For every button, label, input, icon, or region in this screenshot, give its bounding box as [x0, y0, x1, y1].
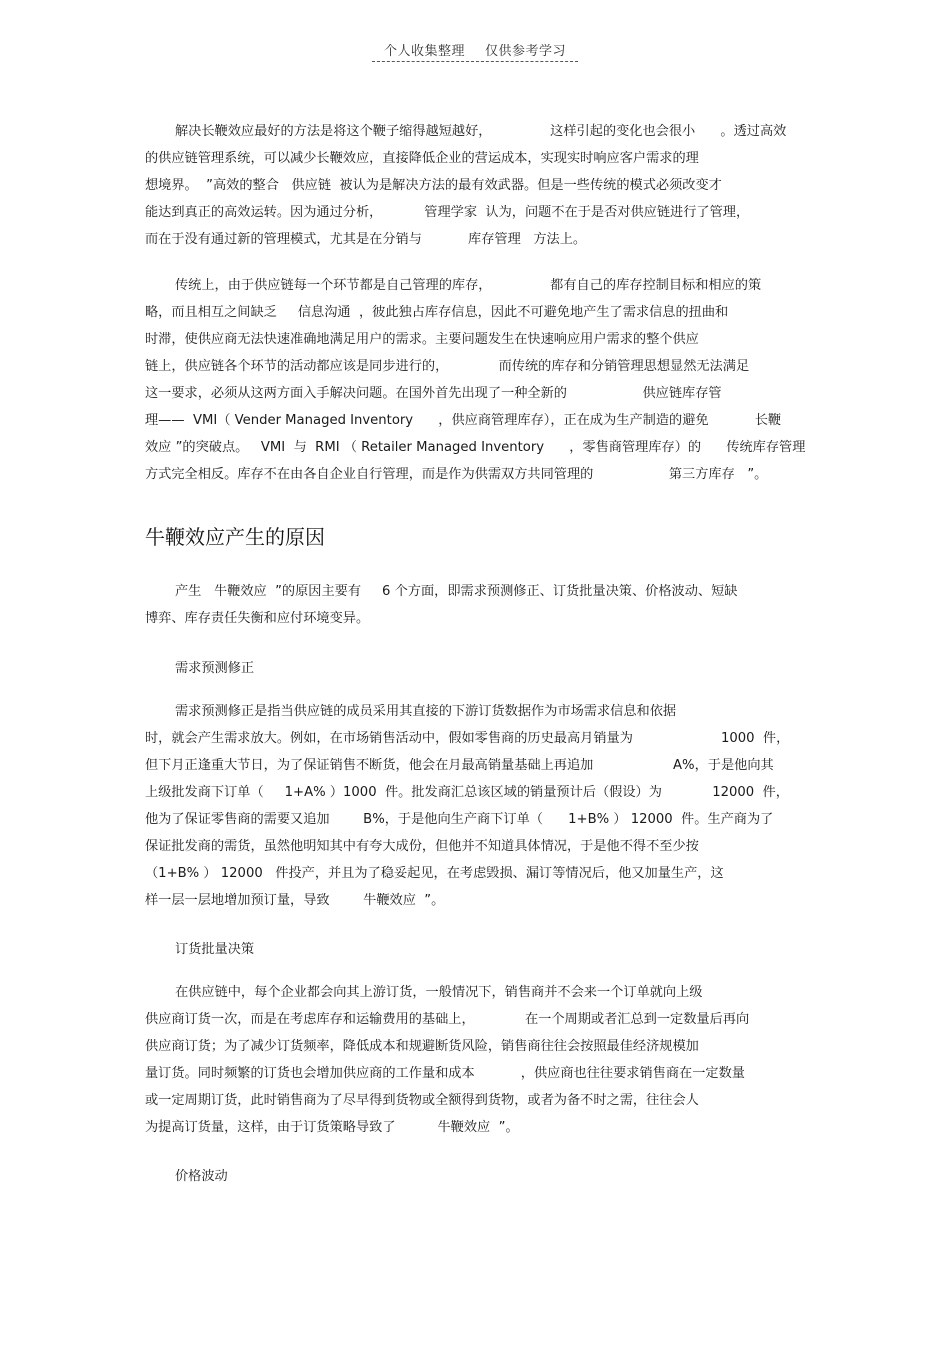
- paragraph-line: 解决长鞭效应最好的方法是将这个鞭子缩得越短越好， 这样引起的变化也会很小 。透过高效: [175, 124, 787, 139]
- paragraph-line: 样一层一层地增加预订量，导致 牛鞭效应 ”。: [145, 893, 445, 908]
- paragraph-line: 时，就会产生需求放大。例如，在市场销售活动中，假如零售商的历史最高月销量为 1000 件，: [145, 731, 790, 746]
- paragraph-line: 供应商订货；为了减少订货频率，降低成本和规避断货风险，销售商往往会按照最佳经济规模加: [145, 1039, 699, 1054]
- paragraph-line: 他为了保证零售商的需要又追加 B%，于是他向生产商下订单（ 1+B% ） 12000 件。生产商为了: [145, 812, 774, 827]
- paragraph-line: 的供应链管理系统，可以减少长鞭效应，直接降低企业的营运成本，实现实时响应客户需求的理: [145, 151, 699, 166]
- paragraph-line: 链上，供应链各个环节的活动都应该是同步进行的， 而传统的库存和分销管理思想显然无法满足: [145, 359, 750, 374]
- paragraph-line: 需求预测修正是指当供应链的成员采用其直接的下游订货数据作为市场需求信息和依据: [175, 704, 677, 719]
- paragraph-line: 保证批发商的需货，虽然他明知其中有夸大成份，但他并不知道具体情况，于是他不得不至少按: [145, 839, 699, 854]
- paragraph-line: 理—— VMI（ Vender Managed Inventory ，供应商管理库存），正在成为生产制造的避免 长鞭: [145, 413, 782, 428]
- page-header: [0, 40, 950, 62]
- paragraph-line: 供应商订货一次，而是在考虑库存和运输费用的基础上， 在一个周期或者汇总到一定数量后再向: [145, 1012, 750, 1027]
- paragraph-line: 上级批发商下订单（ 1+A% ）1000 件。批发商汇总该区域的销量预计后（假设）为 12000 件，: [145, 785, 789, 800]
- header-left: 个人收集整理: [383, 44, 465, 59]
- paragraph-line: 方式完全相反。库存不在由各自企业自行管理，而是作为供需双方共同管理的 第三方库存 ”。: [145, 467, 768, 482]
- paragraph-line: 为提高订货量，这样，由于订货策略导致了 牛鞭效应 ”。: [145, 1120, 519, 1135]
- subheading: 需求预测修正: [175, 661, 255, 676]
- paragraph-line: 在供应链中，每个企业都会向其上游订货，一般情况下，销售商并不会来一个订单就向上级: [175, 985, 703, 1000]
- paragraph-line: 量订货。同时频繁的订货也会增加供应商的工作量和成本 ，供应商也往往要求销售商在一定数量: [145, 1066, 745, 1081]
- paragraph-line: 产生 牛鞭效应 ”的原因主要有 6 个方面，即需求预测修正、订货批量决策、价格波动、短缺: [175, 584, 738, 599]
- paragraph-line: 或一定周期订货，此时销售商为了尽早得到货物或全额得到货物，或者为备不时之需，往往会人: [145, 1093, 699, 1108]
- paragraph-line: 博弈、库存责任失衡和应付环境变异。: [145, 611, 370, 626]
- subheading: 价格波动: [175, 1169, 228, 1184]
- paragraph-line: 而在于没有通过新的管理模式，尤其是在分销与 库存管理 方法上。: [145, 232, 587, 247]
- subheading: 订货批量决策: [175, 942, 255, 957]
- paragraph-line: 略，而且相互之间缺乏 信息沟通 ，彼此独占库存信息，因此不可避免地产生了需求信息的扭曲和: [145, 305, 729, 320]
- paragraph-line: 这一要求，必须从这两方面入手解决问题。在国外首先出现了一种全新的 供应链库存管: [145, 386, 722, 401]
- paragraph-line: 想境界。 ”高效的整合 供应链 被认为是解决方法的最有效武器。但是一些传统的模式必须改变才: [145, 178, 722, 193]
- section-heading: 牛鞭效应产生的原因: [145, 525, 325, 549]
- paragraph-line: 但下月正逢重大节日，为了保证销售不断货，他会在月最高销量基础上再追加 A%，于是他向其: [145, 758, 774, 773]
- paragraph-line: （1+B% ） 12000 件投产，并且为了稳妥起见，在考虑毁损、漏订等情况后，他又加量生产，这: [145, 866, 724, 881]
- header-text: [372, 40, 578, 62]
- paragraph-line: 时滞，使供应商无法快速准确地满足用户的需求。主要问题发生在快速响应用户需求的整个供应: [145, 332, 699, 347]
- paragraph-line: 能达到真正的高效运转。因为通过分析， 管理学家 认为，问题不在于是否对供应链进行了管理，: [145, 205, 750, 220]
- paragraph-line: 效应 ”的突破点。 VMI 与 RMI （ Retailer Managed Inventory ，零售商管理库存）的 传统库存管理: [145, 440, 806, 455]
- header-right: 仅供参考学习: [485, 44, 567, 59]
- paragraph-line: 传统上，由于供应链每一个环节都是自己管理的库存， 都有自己的库存控制目标和相应的策: [175, 278, 762, 293]
